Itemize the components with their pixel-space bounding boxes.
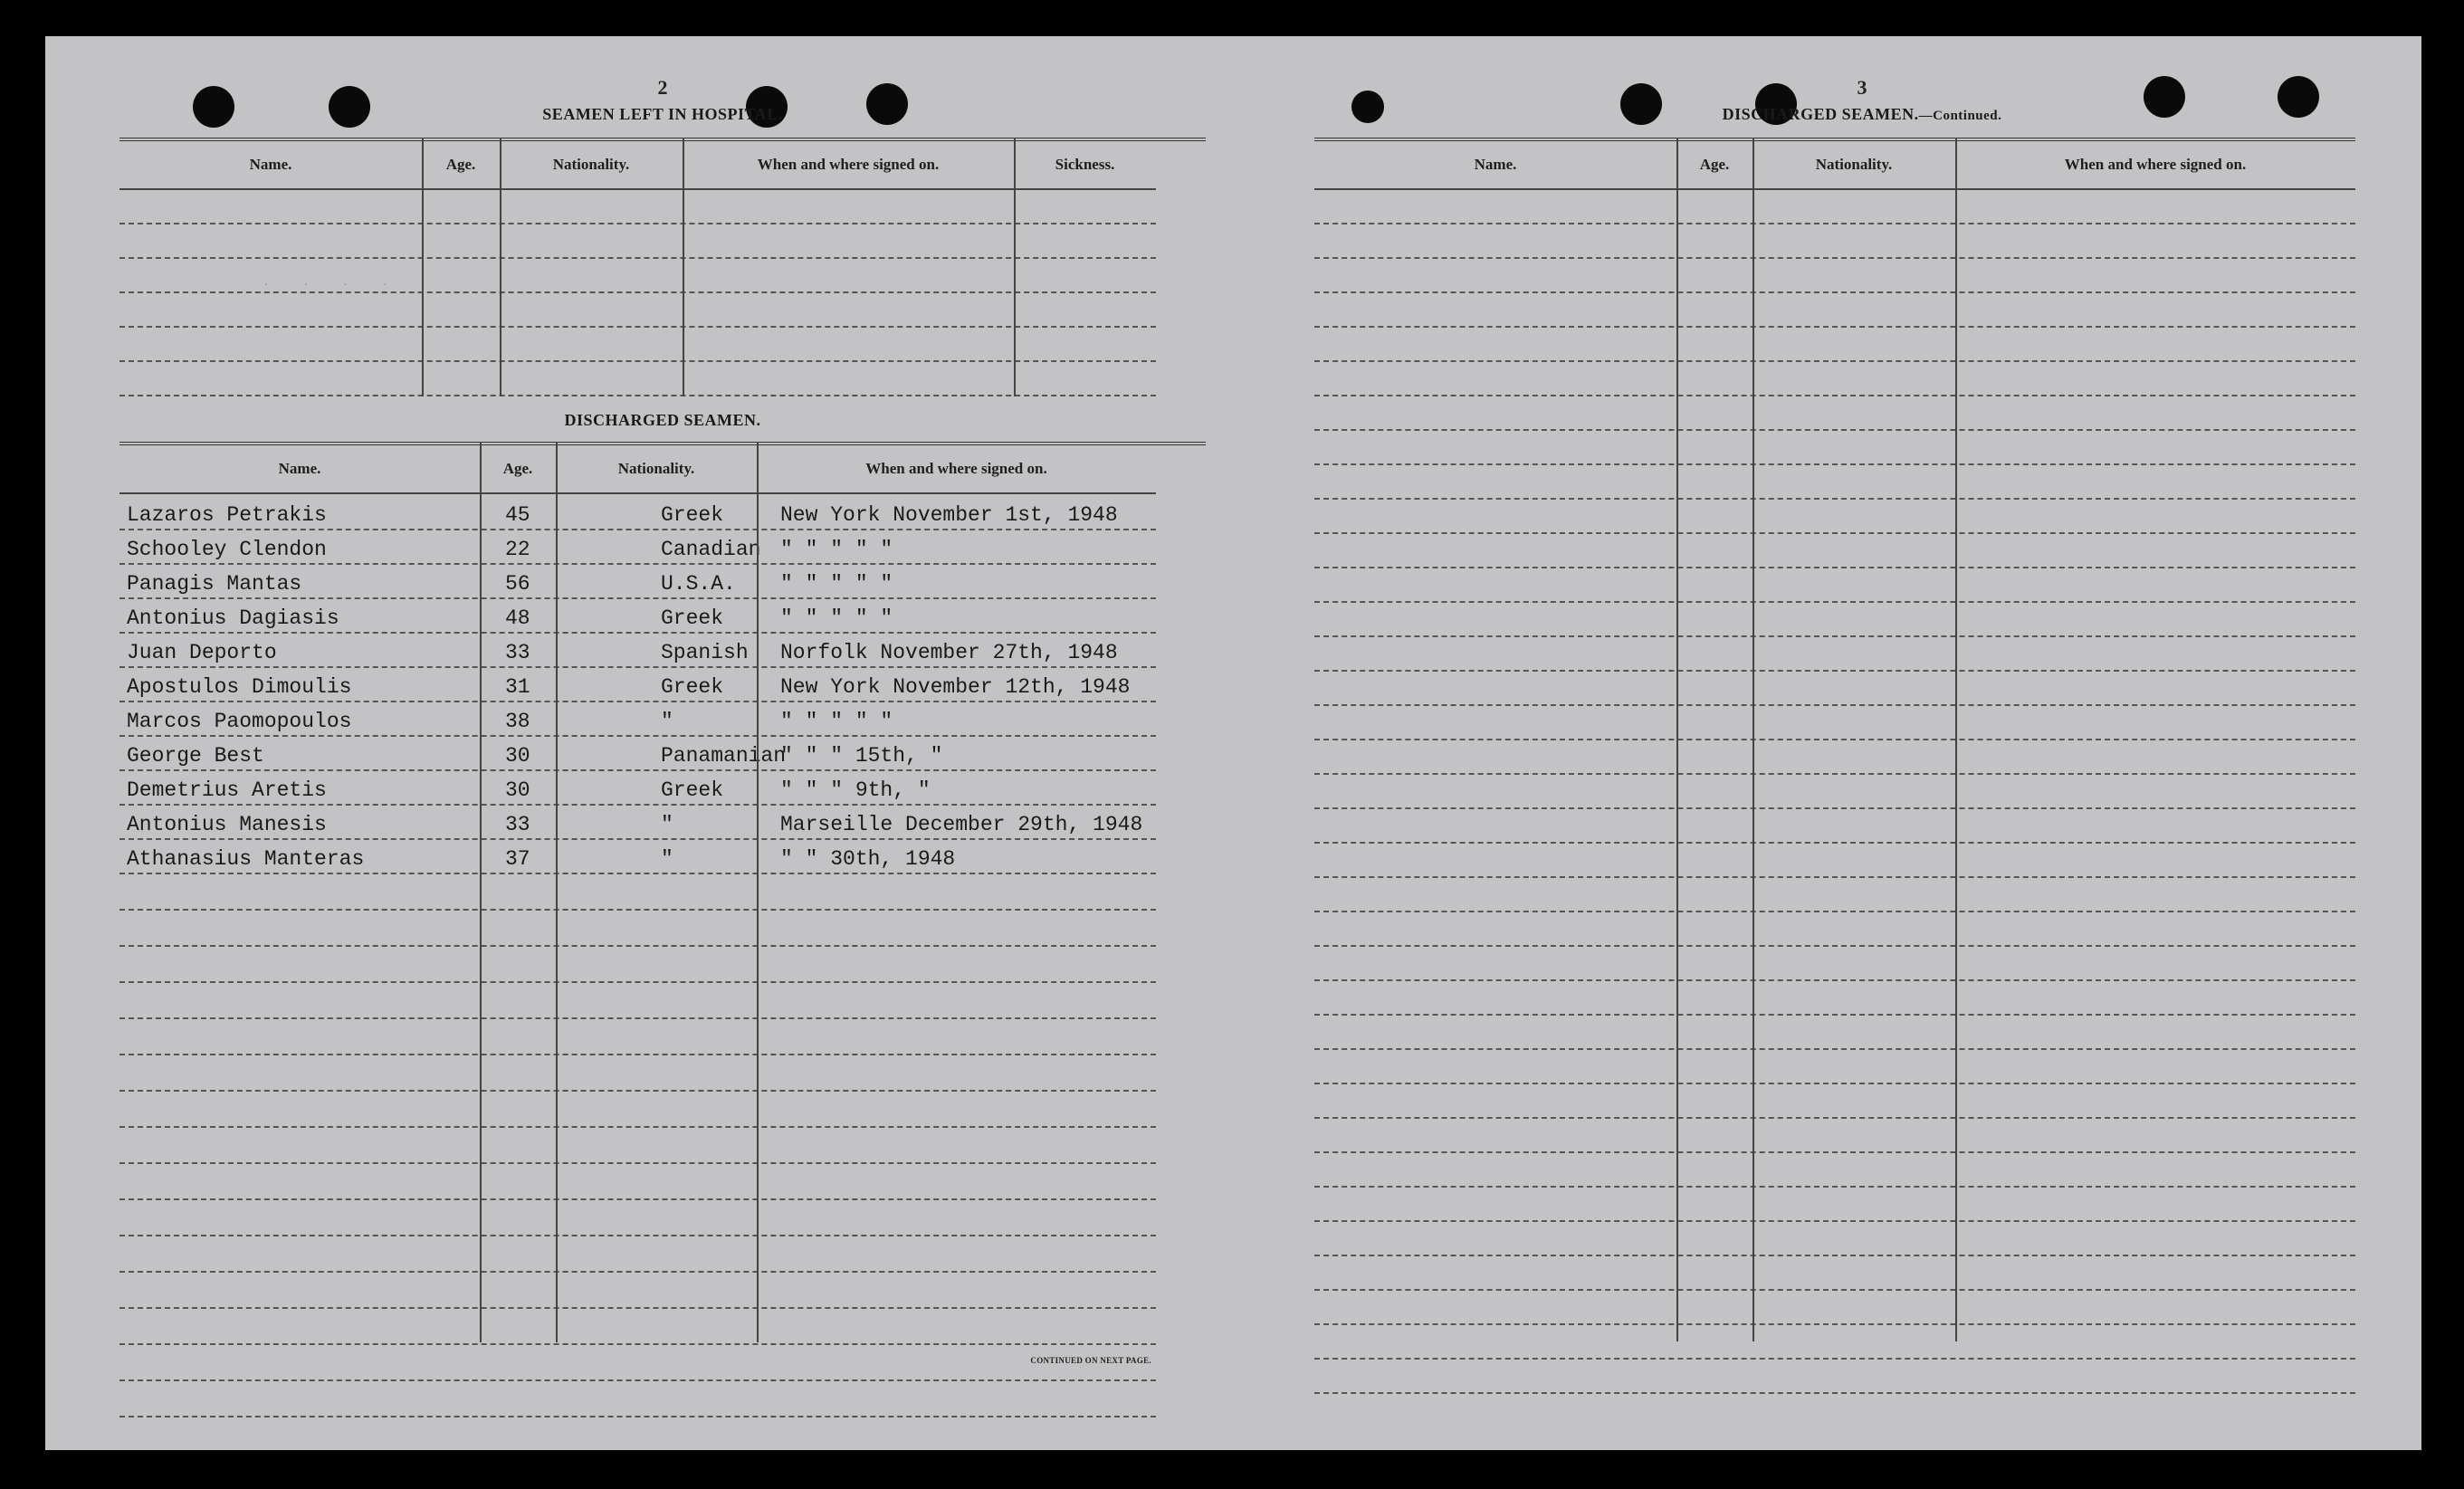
cell-age: 56 xyxy=(505,572,530,596)
table-header xyxy=(119,445,1156,494)
table-row xyxy=(119,494,1156,530)
cell-signed-on: Norfolk November 27th, 1948 xyxy=(780,641,1118,664)
column-divider xyxy=(480,442,482,1342)
blank-row xyxy=(1314,328,2355,362)
table-row xyxy=(119,737,1156,771)
column-header-signed-on: When and where signed on. xyxy=(865,460,1047,477)
blank-row xyxy=(1314,500,2355,534)
blank-row xyxy=(119,1236,1156,1273)
discharged-continued-title xyxy=(1314,105,2410,124)
cell-signed-on: " " " " " xyxy=(780,606,893,630)
blank-row xyxy=(1314,947,2355,981)
blank-row xyxy=(1314,809,2355,844)
blank-row xyxy=(1314,1084,2355,1119)
column-header-signed-on: When and where signed on. xyxy=(2064,156,2247,173)
blank-row xyxy=(1314,775,2355,809)
page-number: 2 xyxy=(657,76,668,99)
blank-row xyxy=(119,1092,1156,1128)
cell-signed-on: New York November 12th, 1948 xyxy=(780,675,1131,699)
cell-name: George Best xyxy=(127,744,264,768)
cell-name: Antonius Manesis xyxy=(127,813,327,836)
blank-row xyxy=(1314,878,2355,912)
column-divider xyxy=(1955,138,1957,1341)
blank-row xyxy=(119,293,1156,328)
blank-row xyxy=(1314,1256,2355,1291)
cell-nationality: Greek xyxy=(661,778,724,802)
cell-signed-on: " " " 15th, " xyxy=(780,744,943,768)
cell-signed-on: " " " " " xyxy=(780,572,893,596)
blank-row xyxy=(1314,1360,2355,1394)
cell-nationality: " xyxy=(661,813,673,836)
blank-row xyxy=(1314,637,2355,672)
column-header-nationality: Nationality. xyxy=(1815,156,1893,173)
blank-row xyxy=(119,947,1156,983)
continued-note: CONTINUED ON NEXT PAGE. xyxy=(1030,1356,1151,1365)
discharged-table xyxy=(119,442,1206,1417)
hospital-section-title: SEAMEN LEFT IN HOSPITAL. xyxy=(542,105,783,123)
cell-nationality: Greek xyxy=(661,503,724,527)
cell-nationality: U.S.A. xyxy=(661,572,736,596)
blank-row xyxy=(1314,1291,2355,1325)
table-row xyxy=(119,806,1156,840)
cell-name: Schooley Clendon xyxy=(127,538,327,561)
blank-row xyxy=(119,1164,1156,1200)
cell-signed-on: New York November 1st, 1948 xyxy=(780,503,1118,527)
blank-row xyxy=(1314,1050,2355,1084)
blank-row xyxy=(1314,396,2355,431)
column-divider xyxy=(757,442,759,1342)
blank-row xyxy=(119,874,1156,911)
blank-row xyxy=(1314,706,2355,740)
cell-age: 33 xyxy=(505,813,530,836)
blank-row xyxy=(119,1309,1156,1345)
cell-nationality: " xyxy=(661,710,673,733)
table-row xyxy=(119,702,1156,737)
document-sheet xyxy=(45,36,2421,1450)
cell-nationality: " xyxy=(661,847,673,871)
cell-signed-on: Marseille December 29th, 1948 xyxy=(780,813,1143,836)
cell-signed-on: " " " " " xyxy=(780,538,893,561)
cell-name: Juan Deporto xyxy=(127,641,277,664)
cell-age: 37 xyxy=(505,847,530,871)
cell-age: 22 xyxy=(505,538,530,561)
blank-row xyxy=(1314,259,2355,293)
cell-name: Lazaros Petrakis xyxy=(127,503,327,527)
cell-nationality: Spanish xyxy=(661,641,749,664)
cell-name: Antonius Dagiasis xyxy=(127,606,339,630)
table-row xyxy=(119,634,1156,668)
blank-row xyxy=(119,224,1156,259)
blank-row xyxy=(119,362,1156,396)
cell-age: 30 xyxy=(505,744,530,768)
blank-row xyxy=(1314,844,2355,878)
column-divider xyxy=(1676,138,1678,1341)
cell-signed-on: " " " 9th, " xyxy=(780,778,931,802)
blank-row xyxy=(119,983,1156,1019)
blank-row xyxy=(1314,431,2355,465)
column-header-age: Age. xyxy=(1699,156,1730,173)
cell-name: Demetrius Aretis xyxy=(127,778,327,802)
column-header-nationality: Nationality. xyxy=(617,460,695,477)
cell-name: Apostulos Dimoulis xyxy=(127,675,352,699)
column-divider xyxy=(500,138,501,396)
column-divider xyxy=(1014,138,1016,396)
table-row xyxy=(119,599,1156,634)
blank-row xyxy=(1314,1325,2355,1360)
column-header-signed-on: When and where signed on. xyxy=(757,156,940,173)
cell-name: Marcos Paomopoulos xyxy=(127,710,352,733)
table-row xyxy=(119,771,1156,806)
blank-row xyxy=(1314,912,2355,947)
discharged-section-title: DISCHARGED SEAMEN. xyxy=(564,411,761,429)
right-page xyxy=(1314,36,2410,1450)
blank-row xyxy=(119,1273,1156,1309)
blank-row xyxy=(119,1381,1156,1417)
column-divider xyxy=(422,138,424,396)
blank-row xyxy=(119,911,1156,947)
hospital-table xyxy=(119,138,1206,396)
cell-signed-on: " " " " " xyxy=(780,710,893,733)
blank-row xyxy=(119,1345,1156,1381)
cell-nationality: Panamanian xyxy=(661,744,787,768)
blank-row xyxy=(119,328,1156,362)
blank-row xyxy=(1314,603,2355,637)
table-row xyxy=(119,668,1156,702)
cell-age: 48 xyxy=(505,606,530,630)
blank-row xyxy=(119,1128,1156,1164)
column-header-nationality: Nationality. xyxy=(552,156,630,173)
blank-row xyxy=(1314,293,2355,328)
blank-row xyxy=(1314,534,2355,568)
blank-row xyxy=(1314,672,2355,706)
faint-marks: . . . . xyxy=(264,273,404,288)
cell-age: 30 xyxy=(505,778,530,802)
table-row xyxy=(119,565,1156,599)
cell-name: Panagis Mantas xyxy=(127,572,302,596)
blank-row xyxy=(1314,224,2355,259)
blank-row xyxy=(1314,1016,2355,1050)
column-header-name: Name. xyxy=(249,156,292,173)
cell-signed-on: " " 30th, 1948 xyxy=(780,847,956,871)
blank-row xyxy=(1314,1119,2355,1153)
column-divider xyxy=(556,442,558,1342)
blank-row xyxy=(1314,981,2355,1016)
title-main: DISCHARGED SEAMEN. xyxy=(1722,105,1919,123)
column-header-name: Name. xyxy=(1474,156,1517,173)
blank-row xyxy=(1314,568,2355,603)
cell-age: 45 xyxy=(505,503,530,527)
blank-row xyxy=(119,1200,1156,1236)
blank-row xyxy=(1314,362,2355,396)
blank-row xyxy=(119,1019,1156,1055)
blank-row xyxy=(1314,190,2355,224)
table-header xyxy=(119,141,1156,190)
column-divider xyxy=(683,138,684,396)
page-number: 3 xyxy=(1857,76,1867,99)
cell-nationality: Greek xyxy=(661,675,724,699)
table-row xyxy=(119,840,1156,874)
cell-nationality: Canadian xyxy=(661,538,761,561)
column-header-sickness: Sickness. xyxy=(1055,156,1115,173)
column-divider xyxy=(1752,138,1754,1341)
blank-row xyxy=(1314,1153,2355,1188)
table-header xyxy=(1314,141,2355,190)
left-page xyxy=(119,36,1206,1450)
blank-row xyxy=(119,1055,1156,1092)
cell-age: 33 xyxy=(505,641,530,664)
discharged-continued-table xyxy=(1314,138,2410,1394)
table-row xyxy=(119,530,1156,565)
title-suffix: —Continued. xyxy=(1918,109,2002,123)
cell-age: 38 xyxy=(505,710,530,733)
cell-name: Athanasius Manteras xyxy=(127,847,365,871)
blank-row xyxy=(1314,740,2355,775)
blank-row xyxy=(1314,1188,2355,1222)
cell-age: 31 xyxy=(505,675,530,699)
blank-row xyxy=(119,190,1156,224)
column-header-name: Name. xyxy=(278,460,321,477)
blank-row xyxy=(1314,1222,2355,1256)
blank-row xyxy=(1314,465,2355,500)
column-header-age: Age. xyxy=(502,460,533,477)
column-header-age: Age. xyxy=(445,156,476,173)
cell-nationality: Greek xyxy=(661,606,724,630)
